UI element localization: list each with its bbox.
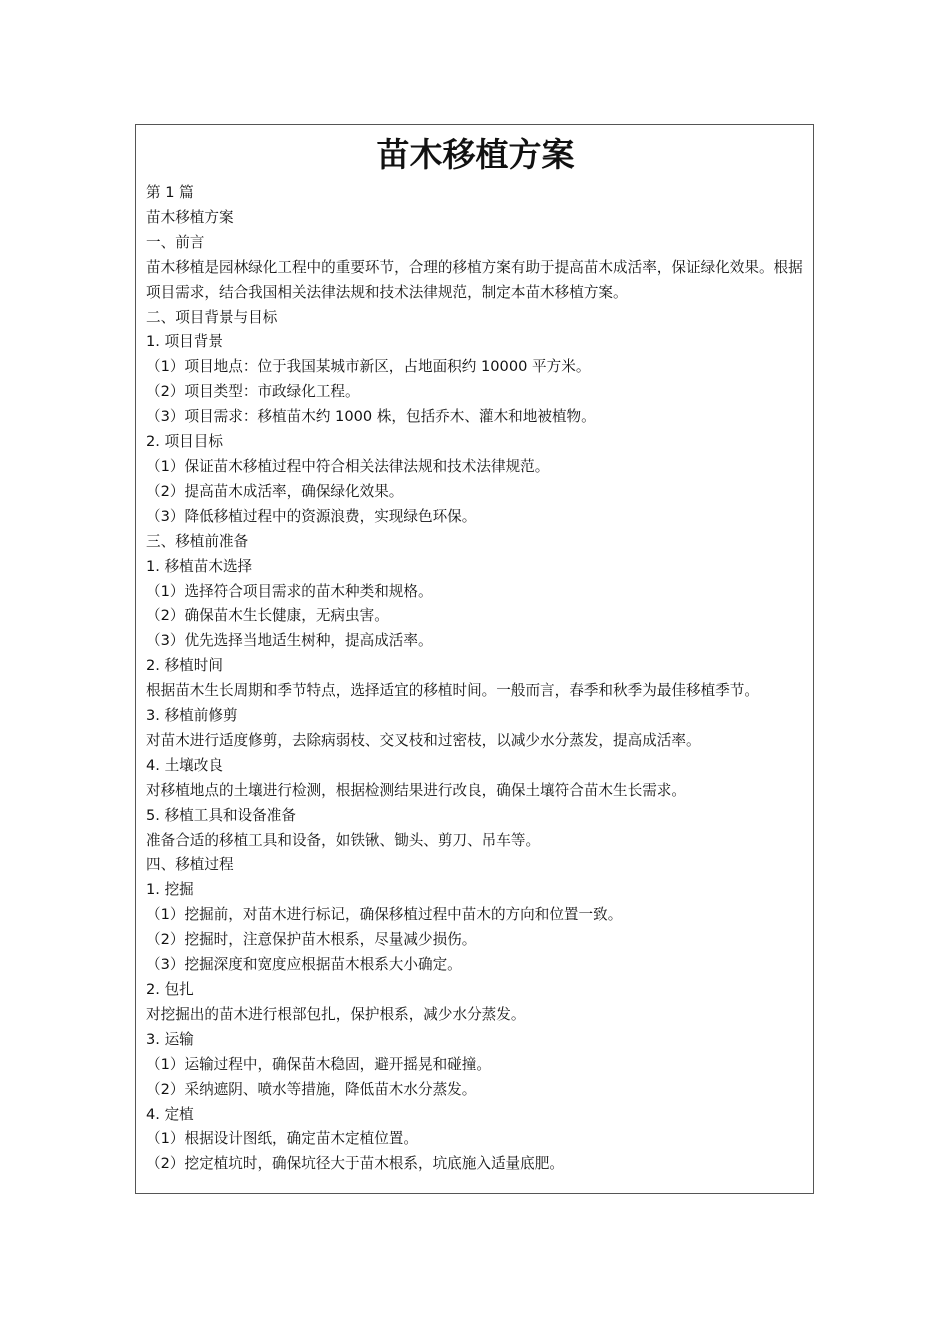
document-line: 5. 移植工具和设备准备 [146,806,296,824]
document-line: 根据苗木生长周期和季节特点，选择适宜的移植时间。一般而言，春季和秋季为最佳移植季节。 [146,682,759,700]
document-line: （2）挖掘时，注意保护苗木根系，尽量减少损伤。 [146,931,477,949]
page-title: 苗木移植方案 [376,135,575,174]
document-line: 1. 移植苗木选择 [146,557,253,575]
document-line: 对苗木进行适度修剪，去除病弱枝、交叉枝和过密枝，以减少水分蒸发，提高成活率。 [146,731,701,749]
document-line: 4. 定植 [146,1105,194,1123]
document-line: （1）运输过程中，确保苗木稳固，避开摇晃和碰撞。 [146,1055,491,1073]
document-line: （2）挖定植坑时，确保坑径大于苗木根系，坑底施入适量底肥。 [146,1155,564,1173]
document-line: 1. 挖掘 [146,881,194,899]
document-line: 苗木移植方案 [146,208,234,226]
document-line: 3. 移植前修剪 [146,707,238,725]
document-line: （3）优先选择当地适生树种，提高成活率。 [146,632,433,650]
document-line: 1. 项目背景 [146,333,223,351]
document-line: （3）项目需求：移植苗木约 1000 株，包括乔木、灌木和地被植物。 [146,408,596,426]
document-line: （1）挖掘前，对苗木进行标记，确保移植过程中苗木的方向和位置一致。 [146,906,623,924]
document-line: （1）项目地点：位于我国某城市新区，占地面积约 10000 平方米。 [146,358,591,376]
document-line: （3）挖掘深度和宽度应根据苗木根系大小确定。 [146,956,462,974]
document-line: 一、前言 [146,233,205,251]
document-line: （1）选择符合项目需求的苗木种类和规格。 [146,582,433,600]
document-line: 对挖掘出的苗木进行根部包扎，保护根系，减少水分蒸发。 [146,1005,526,1023]
document-line: 准备合适的移植工具和设备，如铁锹、锄头、剪刀、吊车等。 [146,831,541,849]
document-line: 四、移植过程 [146,856,234,874]
document-line: 第 1 篇 [146,184,194,201]
document-line: 4. 土壤改良 [146,756,223,774]
document-line: （2）项目类型：市政绿化工程。 [146,383,360,401]
document-line: 三、移植前准备 [146,532,249,550]
document-frame [135,124,814,1194]
document-body [146,181,805,1177]
document-line: （3）降低移植过程中的资源浪费，实现绿色环保。 [146,507,477,525]
document-line: （1）根据设计图纸，确定苗木定植位置。 [146,1130,418,1148]
document-line: 苗木移植是园林绿化工程中的重要环节，合理的移植方案有助于提高苗木成活率，保证绿化效果。根据项目需求，结合我国相关法律法规和技术法律规范，制定本苗木移植方案。 [146,258,803,301]
document-line: （2）确保苗木生长健康，无病虫害。 [146,607,389,625]
document-line: 2. 移植时间 [146,657,223,675]
document-line: （2）提高苗木成活率，确保绿化效果。 [146,482,404,500]
document-line: 3. 运输 [146,1030,194,1048]
document-line: （1）保证苗木移植过程中符合相关法律法规和技术法律规范。 [146,457,550,475]
document-line: （2）采纳遮阴、喷水等措施，降低苗木水分蒸发。 [146,1080,477,1098]
document-line: 对移植地点的土壤进行检测，根据检测结果进行改良，确保土壤符合苗木生长需求。 [146,781,686,799]
document-line: 2. 项目目标 [146,433,223,451]
document-line: 二、项目背景与目标 [146,308,278,326]
document-line: 2. 包扎 [146,981,194,998]
